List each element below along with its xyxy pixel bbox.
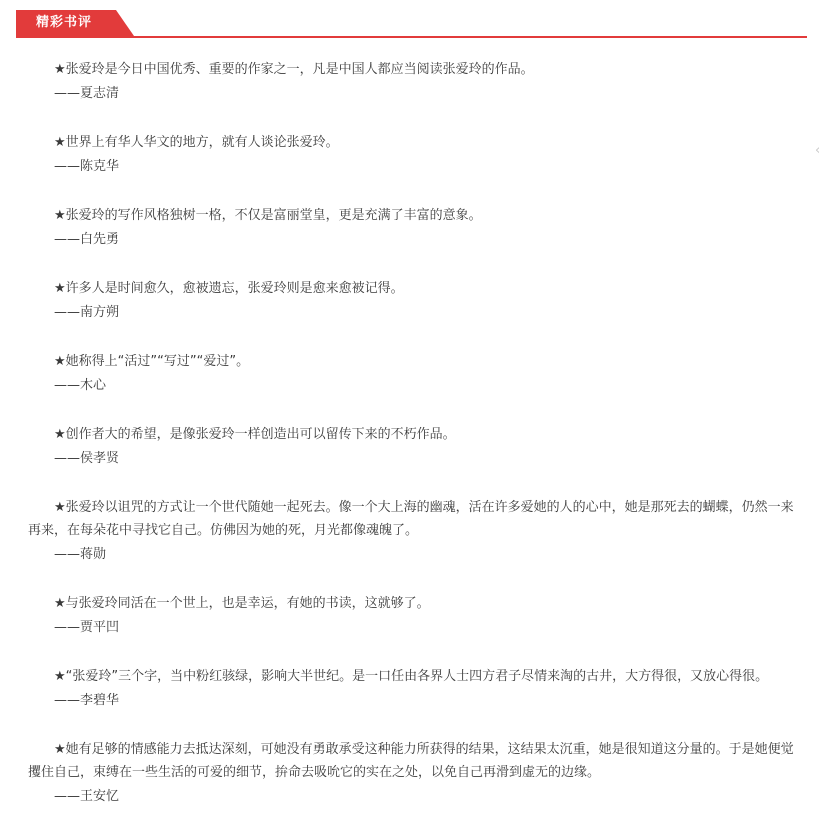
review-quote: ★张爱玲的写作风格独树一格，不仅是富丽堂皇，更是充满了丰富的意象。: [54, 208, 482, 223]
review-author: ——贾平凹: [54, 620, 120, 635]
review-quote: ★她称得上“活过”“写过”“爱过”。: [54, 354, 250, 369]
review-author: ——夏志清: [54, 86, 120, 101]
review-author: ——南方朔: [54, 305, 120, 320]
section-header-underline: [16, 36, 807, 38]
review-item: [28, 58, 804, 105]
review-item: [28, 204, 804, 251]
section-title: 精彩书评: [36, 15, 93, 30]
review-quote: ★“张爱玲”三个字，当中粉红骇绿，影响大半世纪。是一口任由各界人士四方君子尽情来淘的古井，大方得很，又放心得很。: [54, 669, 769, 684]
review-author: ——王安忆: [54, 789, 120, 804]
review-item: [28, 665, 804, 712]
review-item: [28, 350, 804, 397]
review-author: ——陈克华: [54, 159, 120, 174]
review-quote: ★她有足够的情感能力去抵达深刻，可她没有勇敢承受这种能力所获得的结果，这结果太沉重，她是很知道这分量的。于是她便觉攫住自己，束缚在一些生活的可爱的细节，拚命去吸吮它的实在之处，以免自己再滑到虚无的边缘。: [28, 742, 794, 780]
review-author: ——木心: [54, 378, 107, 393]
section-header: [16, 10, 807, 40]
review-quote: ★许多人是时间愈久，愈被遗忘，张爱玲则是愈来愈被记得。: [54, 281, 404, 296]
review-item: [28, 423, 804, 470]
chevron-left-icon[interactable]: ‹: [815, 143, 821, 158]
review-quote: ★与张爱玲同活在一个世上，也是幸运，有她的书读，这就够了。: [54, 596, 430, 611]
review-quote: ★世界上有华人华文的地方，就有人谈论张爱玲。: [54, 135, 339, 150]
review-quote: ★张爱玲以诅咒的方式让一个世代随她一起死去。像一个大上海的幽魂，活在许多爱她的人的心中，她是那死去的蝴蝶，仍然一来再来，在每朵花中寻找它自己。仿佛因为她的死，月光都像魂魄了。: [28, 500, 794, 538]
review-item: [28, 496, 804, 566]
review-item: [28, 131, 804, 178]
review-author: ——李碧华: [54, 693, 120, 708]
review-quote: ★张爱玲是今日中国优秀、重要的作家之一，凡是中国人都应当阅读张爱玲的作品。: [54, 62, 534, 77]
review-quote: ★创作者大的希望，是像张爱玲一样创造出可以留传下来的不朽作品。: [54, 427, 456, 442]
review-item: [28, 592, 804, 639]
review-item: [28, 277, 804, 324]
review-author: ——侯孝贤: [54, 451, 120, 466]
review-list: [28, 58, 804, 825]
review-item: [28, 738, 804, 808]
review-author: ——蒋勋: [54, 547, 107, 562]
review-author: ——白先勇: [54, 232, 120, 247]
